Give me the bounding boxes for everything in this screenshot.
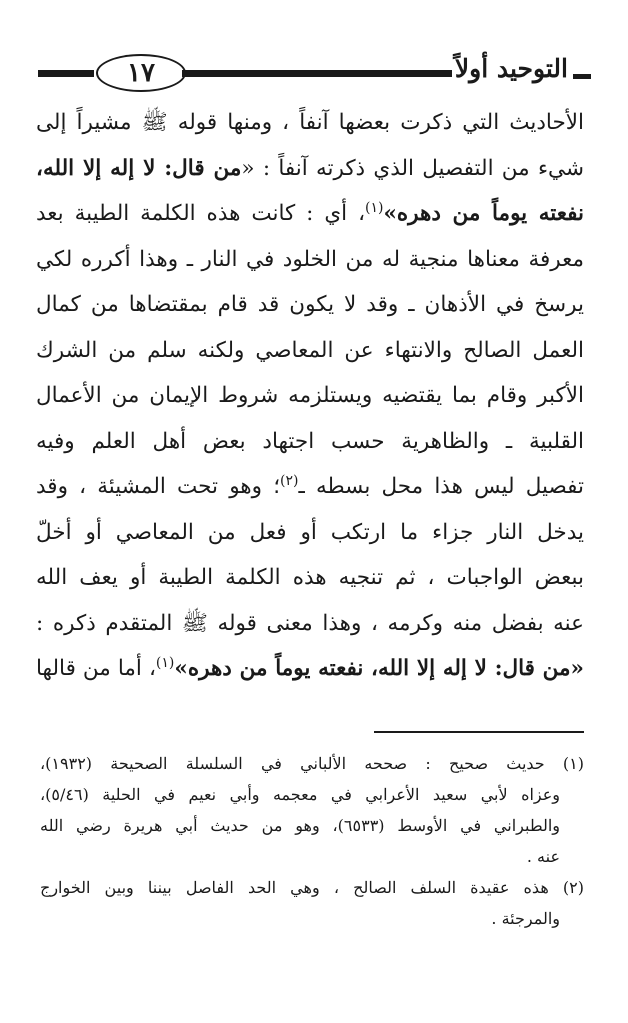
- hadith-quote-1: من قال: لا إله إلا الله،: [36, 155, 242, 181]
- text-line-11: [36, 555, 584, 601]
- header-rule-left: [38, 70, 94, 77]
- running-title: التوحيد أولاً: [454, 54, 568, 83]
- text-line-9-start: تفصيل ليس هذا محل بسطه ـ: [298, 474, 584, 499]
- text-line-6: [36, 328, 584, 374]
- text-line-3-rest: ، أي : كانت هذه الكلمة الطيبة بعد: [36, 201, 366, 226]
- text-line-13-rest: ، أما من قالها: [36, 656, 156, 681]
- text-line-12: [36, 601, 584, 647]
- text-line-8: [36, 419, 584, 465]
- text-line-1-content: الأحاديث التي ذكرت بعضها آنفاً ، ومنها قوله ﷺ مشيراً إلى: [36, 110, 584, 135]
- text-line-4-content: معرفة معناها منجية له من الخلود في النار ـ وهذا أكرره لكي: [36, 246, 584, 272]
- footnote-2-line-2: والمرجئة .: [491, 909, 560, 928]
- footnote-ref-1-repeat[interactable]: (١): [155, 654, 175, 671]
- text-line-7-content: الأكبر وقام بما يقتضيه ويستلزمه شروط الإيمان من الأعمال: [36, 383, 584, 408]
- footnote-2-line-1: (٢) هذه عقيدة السلف الصالح ، وهي الحد الفاصل بيننا وبين الخوارج: [40, 878, 584, 897]
- footnotes: [40, 748, 584, 934]
- text-line-10: [36, 510, 584, 556]
- text-line-9: [36, 464, 584, 510]
- hadith-quote-1-end: نفعته يوماً من دهره»: [383, 201, 584, 226]
- text-line-2: [36, 146, 584, 192]
- text-line-9-rest: ؛ وهو تحت المشيئة ، وقد: [36, 474, 281, 499]
- text-line-11-content: ببعض الواجبات ، ثم تنجيه هذه الكلمة الطيبة أو يعف الله: [36, 565, 584, 590]
- text-line-8-content: القلبية ـ والظاهرية حسب اجتهاد بعض أهل العلم وفيه: [36, 428, 584, 454]
- page-header: [28, 48, 588, 90]
- text-line-4: [36, 237, 584, 283]
- text-line-12-content: عنه بفضل منه وكرمه ، وهذا معنى قوله ﷺ المتقدم ذكره :: [36, 610, 584, 636]
- footnote-1-line-2: وعزاه لأبي سعيد الأعرابي في معجمه وأبي نعيم في الحلية (٥/٤٦)،: [40, 785, 560, 804]
- footnote-1-line-3: والطبراني في الأوسط (٦٥٣٣)، وهو من حديث أبي هريرة رضي الله: [40, 816, 560, 835]
- page-number: ١٧: [127, 58, 155, 88]
- text-line-3: [36, 191, 584, 237]
- footnote-1-line-1: (١) حديث صحيح : صححه الألباني في السلسلة الصحيحة (١٩٣٢)،: [40, 754, 584, 773]
- text-line-5-content: يرسخ في الأذهان ـ وقد لا يكون قد قام بمقتضاها من كمال: [36, 292, 584, 317]
- text-line-5: [36, 282, 584, 328]
- page-number-oval: [96, 54, 186, 92]
- footnote-ref-2[interactable]: (٢): [280, 472, 299, 489]
- header-rule-right: [573, 74, 591, 79]
- text-line-2-start: شيء من التفصيل الذي ذكرته آنفاً : «: [241, 155, 584, 181]
- text-line-1: [36, 100, 584, 146]
- footnote-ref-1[interactable]: (١): [365, 199, 384, 216]
- text-line-13: [36, 646, 584, 692]
- footnote-separator: [374, 731, 584, 733]
- hadith-quote-2: «من قال: لا إله إلا الله، نفعته يوماً من دهره»: [174, 656, 584, 681]
- text-line-7: [36, 373, 584, 419]
- text-line-10-content: يدخل النار جزاء ما ارتكب أو فعل من المعاصي أو أخلّ: [36, 519, 584, 545]
- footnote-1-line-4: عنه .: [526, 847, 560, 866]
- header-rule-middle: [182, 70, 452, 77]
- text-line-6-content: العمل الصالح والانتهاء عن المعاصي ولكنه سلم من الشرك: [36, 337, 584, 363]
- main-text: [36, 100, 584, 692]
